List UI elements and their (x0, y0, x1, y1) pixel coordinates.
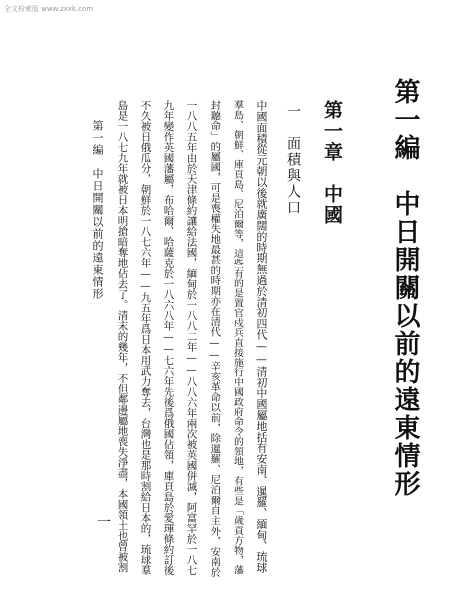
part-title: 第一編 中日開關以前的遠東情形 (390, 78, 420, 498)
body-line: 島是一八七九年就被日本明搶暗奪地佔去了。清末的幾年，不但鄰邊屬地喪失淨盡，本國領土也曾被割 (116, 100, 129, 573)
body-line: 一八八五年由於天津條約讓給法國，緬甸於一八八二年——八八六年兩次被英國併滅，阿富罕於一八七 (185, 100, 198, 576)
body-line: 九年變作英國藩屬，布哈爾、哈薩克於一八六八年——七六年先後爲俄國佔領，庫頁島於愛琿條約訂後 (162, 100, 175, 576)
body-line: 封聽命」的屬國，可是喪權失地最甚的時期亦在清代——辛亥革命以前，除暹羅、尼泊爾自主外，安南於 (208, 100, 221, 578)
section-title: 一 面積與人口 (285, 104, 301, 216)
chapter-title: 第一章 中國 (321, 100, 343, 226)
body-line: 中國面積從元朝以後就廣闊的時期無過於清初四代——清初中國屬地括有安南、暹羅、緬甸、琉球 (254, 100, 268, 573)
body-line: 羣島、朝鮮、庫頁島、尼泊爾等，這些有的是置官戍兵直接施行中國政府命令的領地，有些是「歲貢方物，藩 (231, 100, 243, 575)
running-header: 第一編 中日開關以前的遠東情形 (91, 120, 104, 300)
page-number: 一 (97, 515, 111, 531)
body-line: 不久被日俄瓜分，朝鮮於一八七六年——九五年爲日本用武力奪去，台灣也是那時割給日本的，琉球羣 (139, 100, 152, 576)
watermark: 全文检索版 www.zxxk.com (4, 5, 94, 13)
